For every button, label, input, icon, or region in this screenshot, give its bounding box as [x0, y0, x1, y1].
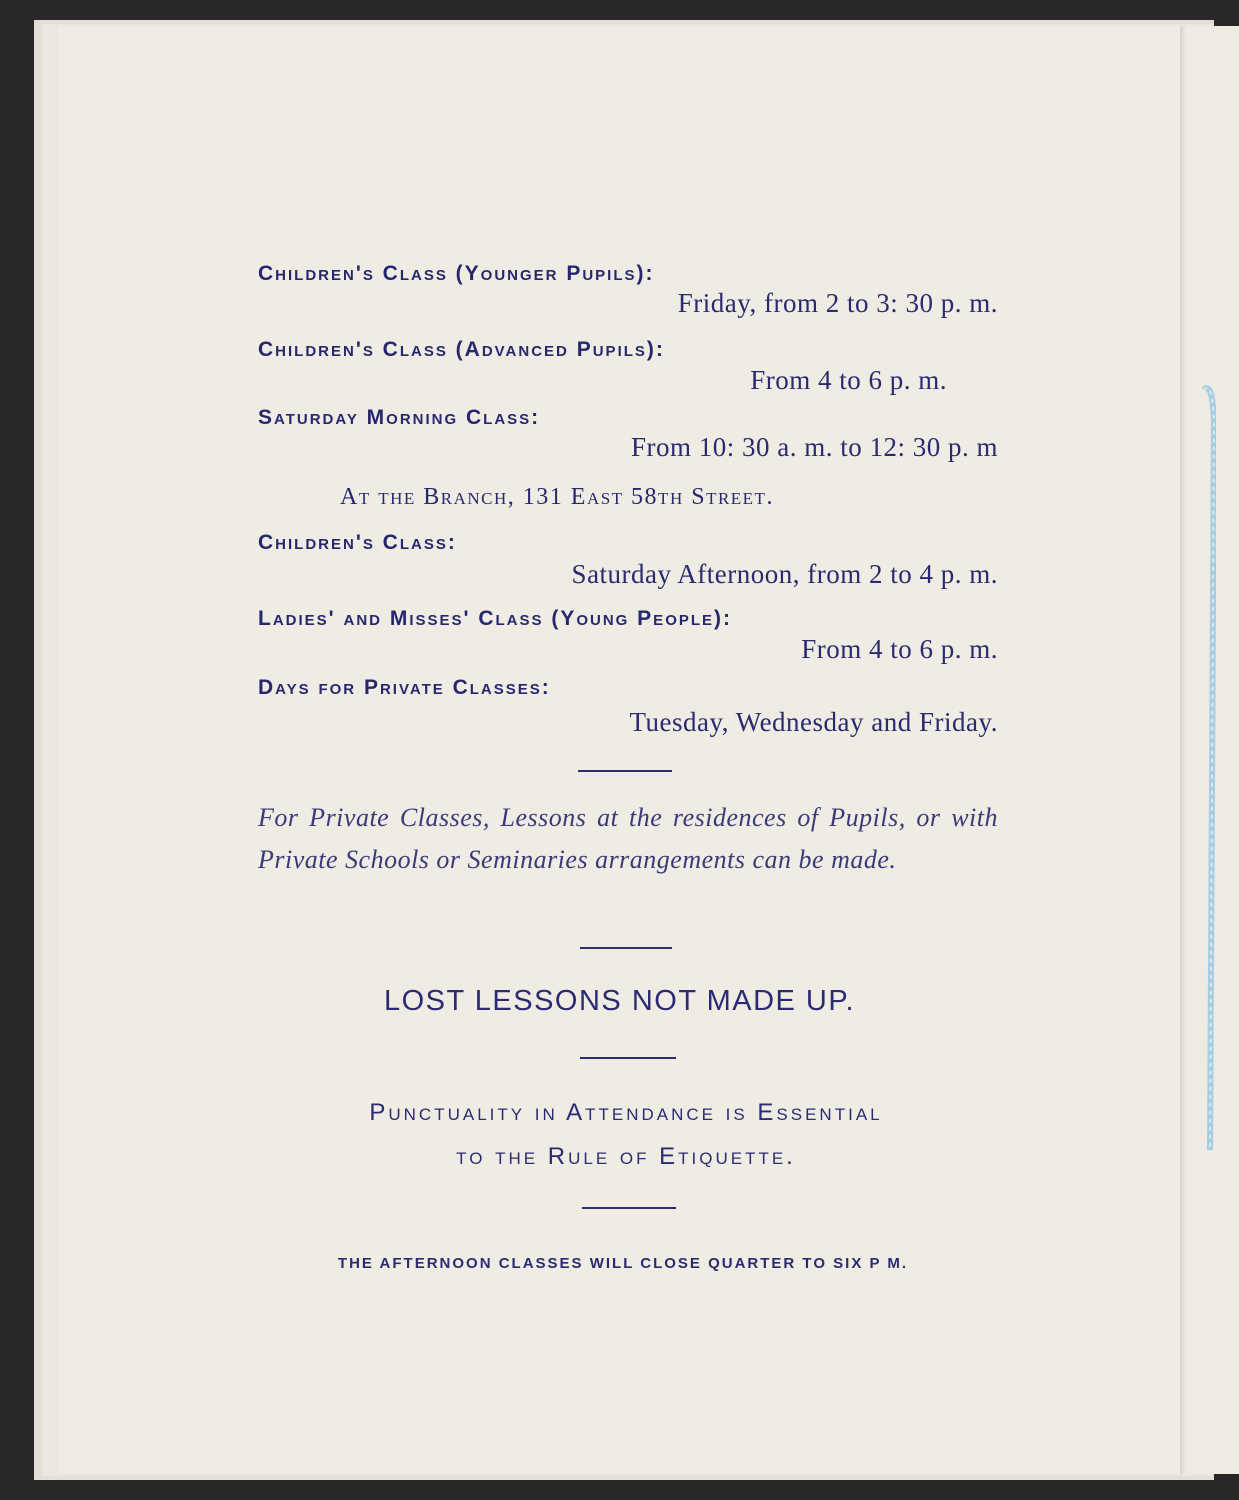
- branch-schedule-heading-0: Children's Class:: [258, 531, 457, 554]
- branch-schedule-time-2: Tuesday, Wednesday and Friday.: [629, 707, 998, 737]
- branch-schedule-time-1: From 4 to 6 p. m.: [801, 634, 998, 664]
- branch-schedule-heading-1: Ladies' and Misses' Class (Young People):: [258, 607, 733, 630]
- schedule-time-2: From 10: 30 a. m. to 12: 30 p. m: [631, 432, 998, 462]
- schedule-time-0: Friday, from 2 to 3: 30 p. m.: [677, 288, 998, 318]
- schedule-heading-1: Children's Class (Advanced Pupils):: [258, 338, 665, 361]
- divider-rule: [580, 1057, 676, 1059]
- punctuality-line-2: to the Rule of Etiquette.: [456, 1143, 796, 1170]
- branch-schedule-heading-2: Days for Private Classes:: [258, 676, 551, 699]
- branch-address: At the Branch, 131 East 58th Street.: [340, 484, 774, 510]
- schedule-time-1: From 4 to 6 p. m.: [750, 365, 947, 395]
- private-classes-note: For Private Classes, Lessons at the residences of Pupils, or with Private Schools or Seminaries arrangements can be made.: [258, 803, 998, 874]
- divider-rule: [580, 947, 672, 949]
- binding-cord: [1202, 380, 1216, 1160]
- punctuality-line-1: Punctuality in Attendance is Essential: [369, 1099, 883, 1126]
- closing-notice: THE AFTERNOON CLASSES WILL CLOSE QUARTER TO SIX P M.: [337, 1255, 909, 1272]
- schedule-heading-2: Saturday Morning Class:: [258, 406, 541, 429]
- lost-lessons-notice: LOST LESSONS NOT MADE UP.: [383, 985, 856, 1017]
- divider-rule: [578, 770, 672, 772]
- branch-schedule-time-0: Saturday Afternoon, from 2 to 4 p. m.: [571, 559, 998, 589]
- divider-rule: [582, 1207, 676, 1209]
- schedule-heading-0: Children's Class (Younger Pupils):: [258, 262, 655, 285]
